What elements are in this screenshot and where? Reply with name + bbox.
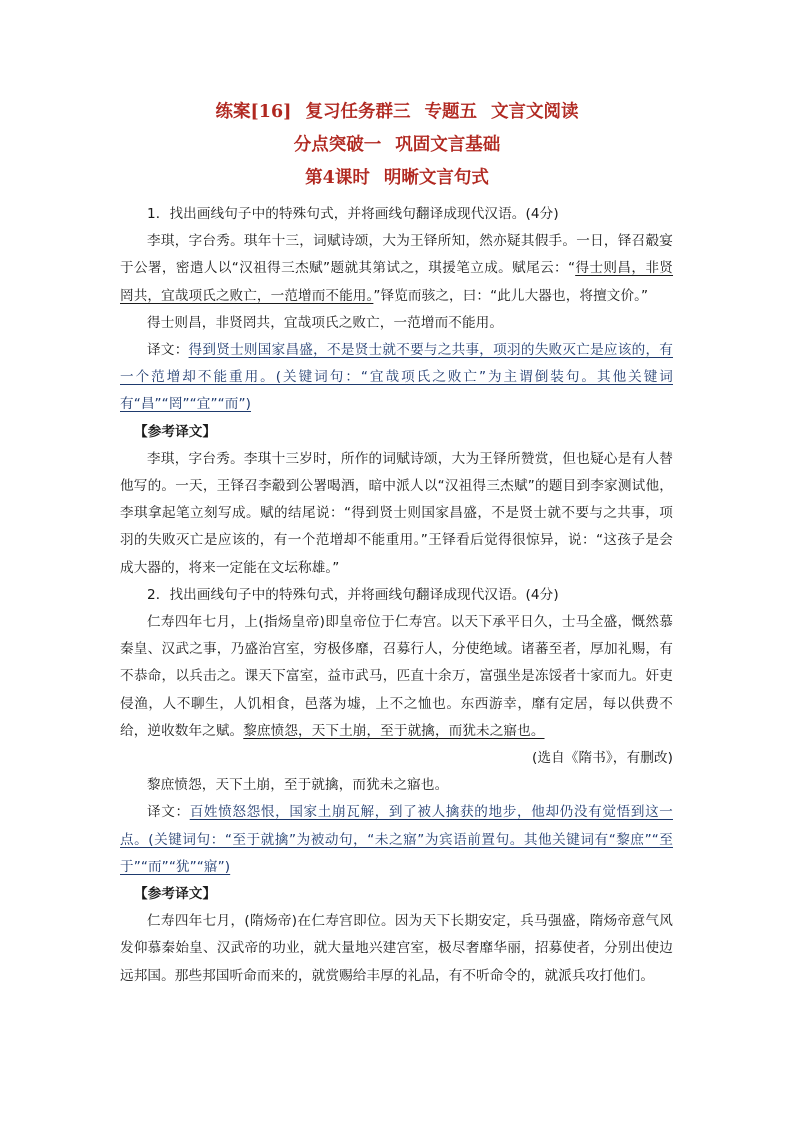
title-main [0,96,794,129]
title-section [0,129,794,162]
title-segment: 练案[16] [215,102,292,122]
underlined-sentence: 得士则昌，非贤罔共，宜哉项氏之败亡，一范增而不能用。 [120,260,674,304]
title-segment: 巩固文言基础 [395,135,501,155]
question-2-passage: 仁寿四年七月，上(指炀皇帝)即皇帝位于仁寿宫。以天下承平日久，士马全盛，慨然慕秦皇、汉武之事，乃盛治宫室，穷极侈靡，召募行人，分使绝域。诸蕃至者，厚加礼赐，有不恭命，以兵击之。课天下富室，益市武马，匹直十余万，富强坐是冻馁者十家而九。奸吏侵渔，人不聊生，人饥相食，邑落为墟，上不之恤也。东西游幸，靡有定居，每以供费不给，逆收数年之赋。黎庶愤怨，天下土崩，至于就擒，而犹未之寤也。 [120,614,673,739]
title-segment: 专题五 [424,102,477,122]
underlined-sentence: 黎庶愤怨，天下土崩，至于就擒，而犹未之寤也。 [243,722,545,739]
question-2-sentence: 黎庶愤怨，天下土崩，至于就擒，而犹未之寤也。 [147,777,449,794]
question-1-reference-text: 李琪，字台秀。李琪十三岁时，所作的词赋诗颂，大为王铎所赞赏，但也疑心是有人替他写的。一天，王铎召李觳到公署喝酒，暗中派人以“汉祖得三杰赋”的题目到李家测试他，李琪拿起笔立刻写成。赋的结尾说：“得到贤士则国家昌盛，不是贤士就不要与之共事，项羽的失败灭亡是应该的，有一个范增却不能重用。”王铎看后觉得很惊异，说：“这孩子是会成大器的，将来一定能在文坛称雄。” [120,450,673,576]
title-segment: 分点突破一 [293,135,382,155]
question-2-prompt: 2．找出画线句子中的特殊句式，并将画线句翻译成现代汉语。(4分) [147,586,559,603]
translation-answer: 得到贤士则国家昌盛，不是贤士就不要与之共事，项羽的失败灭亡是应该的，有一个范增却不能重用。(关键词句：“宜哉项氏之败亡”为主谓倒装句。其他关键词有“昌”“罔”“宜”“而”) [120,342,673,413]
translation-answer: 百姓愤怒怨恨，国家土崩瓦解，到了被人擒获的地步，他却仍没有觉悟到这一点。(关键词句：“至于就擒”为被动句，“未之寤”为宾语前置句。其他关键词有“黎庶”“至于”“而”“犹”“寤”) [120,804,673,875]
title-segment: 复习任务群三 [305,102,411,122]
question-2-source: (选自《隋书》，有删改) [532,750,673,767]
question-1-passage: 李琪，字台秀。琪年十三，词赋诗颂，大为王铎所知，然亦疑其假手。一日，铎召觳宴于公署，密遣人以“汉祖得三杰赋”题就其第试之，琪援笔立成。赋尾云：“得士则昌，非贤罔共，宜哉项氏之败亡，一范增而不能用。”铎览而骇之，曰：“此儿大器也，将擅文价。” [120,233,674,304]
question-2-translation: 译文：百姓愤怒怨恨，国家土崩瓦解，到了被人擒获的地步，他却仍没有觉悟到这一点。(关键词句：“至于就擒”为被动句，“未之寤”为宾语前置句。其他关键词有“黎庶”“至于”“而”“犹”“寤”) [120,804,673,875]
question-1-sentence: 得士则昌，非贤罔共，宜哉项氏之败亡，一范增而不能用。 [147,314,504,331]
question-1-translation: 译文：得到贤士则国家昌盛，不是贤士就不要与之共事，项羽的失败灭亡是应该的，有一个范增却不能重用。(关键词句：“宜哉项氏之败亡”为主谓倒装句。其他关键词有“昌”“罔”“宜”“而”) [120,342,673,413]
title-segment: 文言文阅读 [490,102,579,122]
question-2-reference-text: 仁寿四年七月，(隋炀帝)在仁寿宫即位。因为天下长期安定，兵马强盛，隋炀帝意气风发仰慕秦始皇、汉武帝的功业，就大量地兴建宫室，极尽奢靡华丽，招募使者，分别出使边远邦国。那些邦国听命而来的，就赏赐给丰厚的礼品，有不听命令的，就派兵攻打他们。 [120,913,673,984]
question-2-reference-heading: 【参考译文】 [134,886,217,903]
title-segment: 第4课时 [305,168,370,188]
title-block [0,96,794,195]
document-body [120,201,673,990]
title-segment: 明晰文言句式 [383,168,489,188]
question-1-reference-heading: 【参考译文】 [134,423,217,440]
title-lesson [0,162,794,195]
question-1-prompt: 1．找出画线句子中的特殊句式，并将画线句翻译成现代汉语。(4分) [147,206,559,222]
